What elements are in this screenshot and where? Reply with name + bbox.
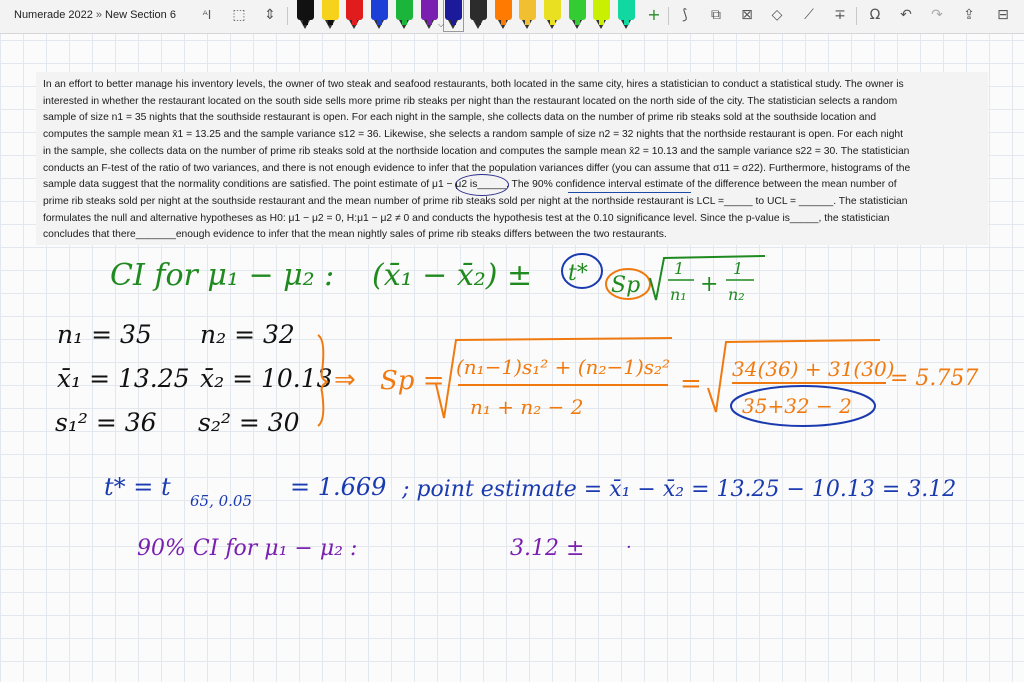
- share-icon[interactable]: ⇪: [963, 7, 975, 23]
- sp-result: = 5.757: [890, 366, 979, 391]
- undo-icon[interactable]: ↶: [900, 7, 912, 23]
- pooled-denominator: n₁ + n₂ − 2: [470, 395, 584, 419]
- lasso-select-icon[interactable]: ⬚: [232, 7, 246, 23]
- eraser-icon[interactable]: ◇: [771, 7, 783, 23]
- t-star-symbol: t*: [568, 261, 588, 286]
- sp-symbol: Sp: [611, 273, 641, 298]
- problem-line: computes the sample mean x̄1 = 13.25 and the sample variance s12 = 36. Likewise, she selects a random sample of size n2 = 32 nights that the northside restaurant is open. For each night: [43, 129, 904, 141]
- t-critical-subscript: 65, 0.05: [190, 492, 253, 510]
- problem-line: In an effort to better manage his inventory levels, the owner of two steak and seafood restaurants, both located in the same city, hires a statistician to conduct a statistical study. The owner is: [43, 79, 904, 90]
- given-x1: x̄₁ = 13.25: [57, 364, 190, 393]
- breadcrumb-notebook[interactable]: Numerade 2022: [14, 9, 93, 21]
- breadcrumb-separator: »: [95, 9, 103, 21]
- problem-line: formulates the null and alternative hypotheses as H0: μ1 − μ2 = 0, H:μ1 − μ2 ≠ 0 and conducts the hypothesis test at the 0.10 significance level. Since the p-value is_____, the statistician: [43, 212, 890, 224]
- substituted-denominator: 35+32 − 2: [742, 394, 852, 418]
- pooled-numerator: (n₁−1)s₁² + (n₂−1)s₂²: [456, 355, 671, 379]
- problem-line: sample data suggest that the normality conditions are satisfied. The point estimate of μ1 − μ2 is_____. The 90% confidence interval estimate of the difference between the mean number of: [43, 179, 897, 191]
- frac-n1: n₁: [670, 285, 687, 304]
- frac-one: 1: [733, 259, 744, 278]
- t-critical-label: t* = t: [104, 473, 171, 501]
- redo-icon[interactable]: ↷: [931, 7, 943, 23]
- problem-line: in the sample, she collects data on the number of prime rib steaks sold at the northside location and computes the sample mean x̄2 = 10.13 and the sample variance s22 = 30. The statistician: [43, 145, 910, 157]
- ci-formula: (x̄₁ − x̄₂) ±: [372, 258, 533, 293]
- problem-line: sample of size n1 = 35 nights that the southside restaurant is open. For each night in the sample, she collects data on the number of prime rib steaks sold at the southside location and: [43, 112, 877, 124]
- breadcrumb-section[interactable]: New Section 6: [105, 9, 176, 21]
- problem-line: conducts an F-test of the ratio of two variances, and there is not enough evidence to infer that the population variances differ (you can assume that σ11 = σ22). Furthermore, histograms of the: [43, 162, 911, 174]
- given-s2: s₂² = 30: [198, 408, 300, 437]
- given-n1: n₁ = 35: [57, 320, 152, 349]
- replay-icon[interactable]: Ω: [869, 7, 881, 23]
- given-s1: s₁² = 36: [55, 408, 157, 437]
- problem-line: concludes that there_______enough evidence to infer that the mean nightly sales of prime rib steaks differs between the two restaurants.: [43, 229, 667, 241]
- math-icon[interactable]: ∓: [834, 7, 846, 23]
- ci90-value: 3.12 ±: [510, 536, 585, 561]
- fit-to-page-icon[interactable]: ⊟: [997, 7, 1009, 23]
- add-space-icon[interactable]: ⇕: [264, 7, 276, 23]
- substituted-numerator: 34(36) + 31(30): [732, 357, 895, 381]
- frac-one: 1: [674, 259, 685, 278]
- given-n2: n₂ = 32: [200, 320, 295, 349]
- frac-plus: +: [700, 272, 719, 297]
- ruler-icon[interactable]: ⟋: [804, 7, 814, 23]
- pen-options-chevron-icon[interactable]: ⌵: [438, 20, 445, 29]
- implies-arrow: ⇒: [334, 365, 356, 395]
- ci90-label: 90% CI for μ₁ − μ₂ :: [137, 536, 358, 561]
- t-critical-value: = 1.669: [290, 473, 387, 501]
- sp-label: Sp =: [380, 366, 445, 396]
- ink-to-math-icon[interactable]: ⊠: [741, 7, 753, 23]
- problem-line: prime rib steaks sold per night at the southside restaurant and the mean number of prime rib steaks sold per night at the northside restaurant is LCL =_____ to UCL = ______. The statistician: [43, 195, 908, 207]
- frac-n2: n₂: [728, 285, 745, 304]
- type-text-icon[interactable]: ᴬI: [202, 8, 212, 22]
- given-x2: x̄₂ = 10.13: [200, 364, 333, 393]
- ink-to-text-icon[interactable]: ⧉: [711, 7, 721, 23]
- equals-sign: =: [680, 369, 702, 399]
- ci-label: CI for μ₁ − μ₂ :: [110, 258, 335, 293]
- point-estimate-line: ; point estimate = x̄₁ − x̄₂ = 13.25 − 10.13 = 3.12: [402, 477, 957, 502]
- ink-to-shape-icon[interactable]: ⟆: [682, 7, 688, 23]
- add-pen-icon[interactable]: +: [647, 5, 661, 24]
- problem-line: interested in whether the restaurant located on the south side sells more prime rib steaks per night than the restaurant located on the north side of the city. The statistician selects a random: [43, 95, 898, 107]
- ink-dot: ·: [626, 537, 632, 558]
